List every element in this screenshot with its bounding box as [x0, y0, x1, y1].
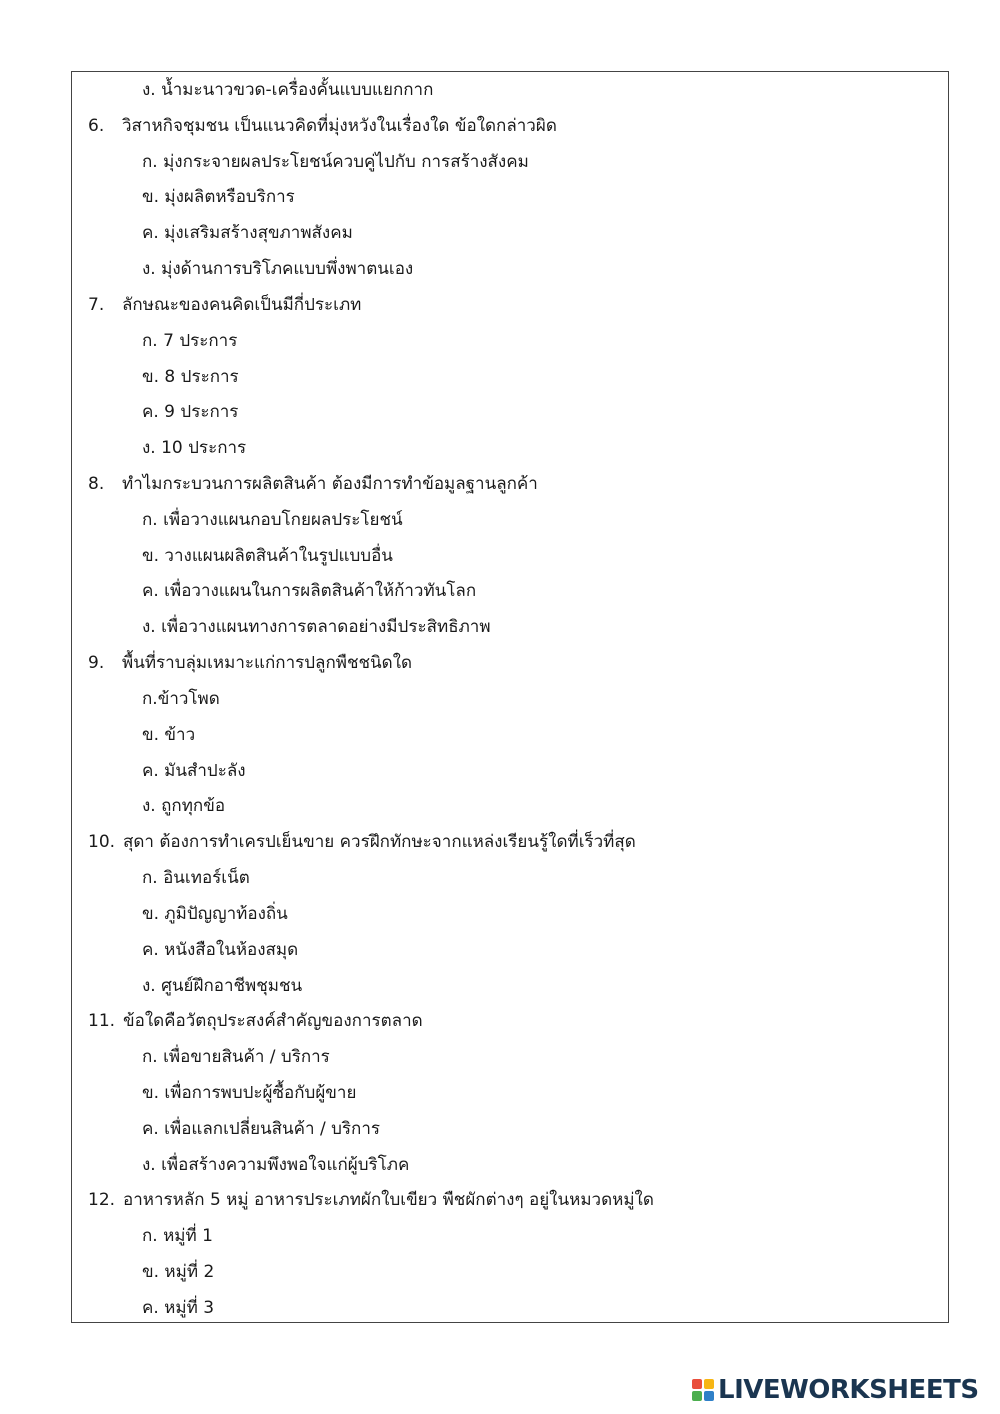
liveworksheets-logo[interactable] — [692, 1377, 979, 1403]
option-line — [142, 939, 298, 961]
question-line — [88, 652, 412, 674]
option-text: ง. เพื่อสร้างความพึงพอใจแก่ผู้บริโภค — [142, 1155, 410, 1175]
option-text: ค. 9 ประการ — [142, 402, 239, 422]
option-text: ข. วางแผนผลิตสินค้าในรูปแบบอื่น — [142, 546, 393, 566]
option-text: ก. อินเทอร์เน็ต — [142, 868, 250, 888]
option-line — [142, 580, 476, 602]
option-text: ก. มุ่งกระจายผลประโยชน์ควบคู่ไปกับ การสร้างสังคม — [142, 152, 529, 172]
option-line — [142, 1154, 409, 1176]
option-text: ก. หมู่ที่ 1 — [142, 1226, 213, 1246]
option-text: ง. มุ่งด้านการบริโภคแบบพึ่งพาตนเอง — [142, 259, 414, 279]
logo-square-green — [692, 1391, 702, 1401]
question-text: พื้นที่ราบลุ่มเหมาะแก่การปลูกพืชชนิดใด — [122, 653, 413, 673]
logo-text: LIVEWORKSHEETS — [718, 1375, 979, 1405]
option-text: ข. หมู่ที่ 2 — [142, 1262, 215, 1282]
option-line — [142, 795, 225, 817]
option-line — [142, 1297, 214, 1319]
option-line — [142, 151, 529, 173]
option-text: ค. เพื่อแลกเปลี่ยนสินค้า / บริการ — [142, 1119, 381, 1139]
option-line — [142, 509, 403, 531]
option-line — [142, 1261, 214, 1283]
question-number: 11. — [88, 1011, 116, 1031]
option-text: ข. เพื่อการพบปะผู้ซื้อกับผู้ขาย — [142, 1083, 357, 1103]
option-line — [142, 437, 246, 459]
question-number: 12. — [88, 1190, 116, 1210]
option-line — [142, 79, 433, 101]
question-line — [88, 1189, 654, 1211]
question-number: 6. — [88, 116, 105, 136]
option-line — [142, 975, 302, 997]
option-text: ข. 8 ประการ — [142, 367, 239, 387]
option-text: ง. ถูกทุกข้อ — [142, 796, 226, 816]
option-line — [142, 366, 239, 388]
question-text: สุดา ต้องการทำเครปเย็นขาย ควรฝึกทักษะจากแหล่งเรียนรู้ใดที่เร็วที่สุด — [123, 832, 636, 852]
option-text: ข. มุ่งผลิตหรือบริการ — [142, 187, 295, 207]
question-line — [88, 831, 636, 853]
option-line — [142, 760, 246, 782]
option-text: ก. เพื่อขายสินค้า / บริการ — [142, 1047, 330, 1067]
option-text: ก. เพื่อวางแผนกอบโกยผลประโยชน์ — [142, 510, 403, 530]
option-line — [142, 222, 353, 244]
option-text: ข. ภูมิปัญญาท้องถิ่น — [142, 904, 288, 924]
option-text: ง. 10 ประการ — [142, 438, 247, 458]
question-line — [88, 1010, 423, 1032]
option-text: ก.ข้าวโพด — [142, 689, 220, 709]
question-text: ลักษณะของคนคิดเป็นมีกี่ประเภท — [122, 295, 362, 315]
option-line — [142, 688, 220, 710]
question-text: ข้อใดคือวัตถุประสงค์สำคัญของการตลาด — [123, 1011, 423, 1031]
question-number: 7. — [88, 295, 105, 315]
option-line — [142, 545, 393, 567]
logo-square-red — [692, 1379, 702, 1389]
option-text: ง. น้ำมะนาวขวด-เครื่องคั้นแบบแยกกาก — [142, 80, 434, 100]
question-line — [88, 115, 557, 137]
question-line — [88, 294, 361, 316]
question-line — [88, 473, 538, 495]
option-line — [142, 1082, 356, 1104]
option-line — [142, 330, 237, 352]
liveworksheets-logo-icon — [692, 1379, 714, 1401]
option-line — [142, 1225, 213, 1247]
question-number: 8. — [88, 474, 105, 494]
option-text: ก. 7 ประการ — [142, 331, 238, 351]
option-text: ข. ข้าว — [142, 725, 196, 745]
question-text: วิสาหกิจชุมชน เป็นแนวคิดที่มุ่งหวังในเรื่องใด ข้อใดกล่าวผิด — [122, 116, 557, 136]
option-line — [142, 903, 288, 925]
option-line — [142, 1118, 380, 1140]
logo-square-yellow — [704, 1379, 714, 1389]
option-line — [142, 258, 413, 280]
option-text: ง. เพื่อวางแผนทางการตลาดอย่างมีประสิทธิภาพ — [142, 617, 491, 637]
option-line — [142, 186, 295, 208]
option-line — [142, 867, 250, 889]
option-line — [142, 616, 491, 638]
option-text: ค. หมู่ที่ 3 — [142, 1298, 215, 1318]
question-number: 9. — [88, 653, 105, 673]
option-line — [142, 401, 238, 423]
option-text: ค. หนังสือในห้องสมุด — [142, 940, 299, 960]
option-line — [142, 1046, 330, 1068]
question-number: 10. — [88, 832, 116, 852]
option-line — [142, 724, 195, 746]
option-text: ง. ศูนย์ฝึกอาชีพชุมชน — [142, 976, 303, 996]
option-text: ค. มุ่งเสริมสร้างสุขภาพสังคม — [142, 223, 353, 243]
question-text: ทำไมกระบวนการผลิตสินค้า ต้องมีการทำข้อมูลฐานลูกค้า — [122, 474, 538, 494]
option-text: ค. มันสำปะลัง — [142, 761, 246, 781]
question-text: อาหารหลัก 5 หมู่ อาหารประเภทผักใบเขียว พืชผักต่างๆ อยู่ในหมวดหมู่ใด — [123, 1190, 654, 1210]
option-text: ค. เพื่อวางแผนในการผลิตสินค้าให้ก้าวทันโลก — [142, 581, 477, 601]
logo-square-blue — [704, 1391, 714, 1401]
